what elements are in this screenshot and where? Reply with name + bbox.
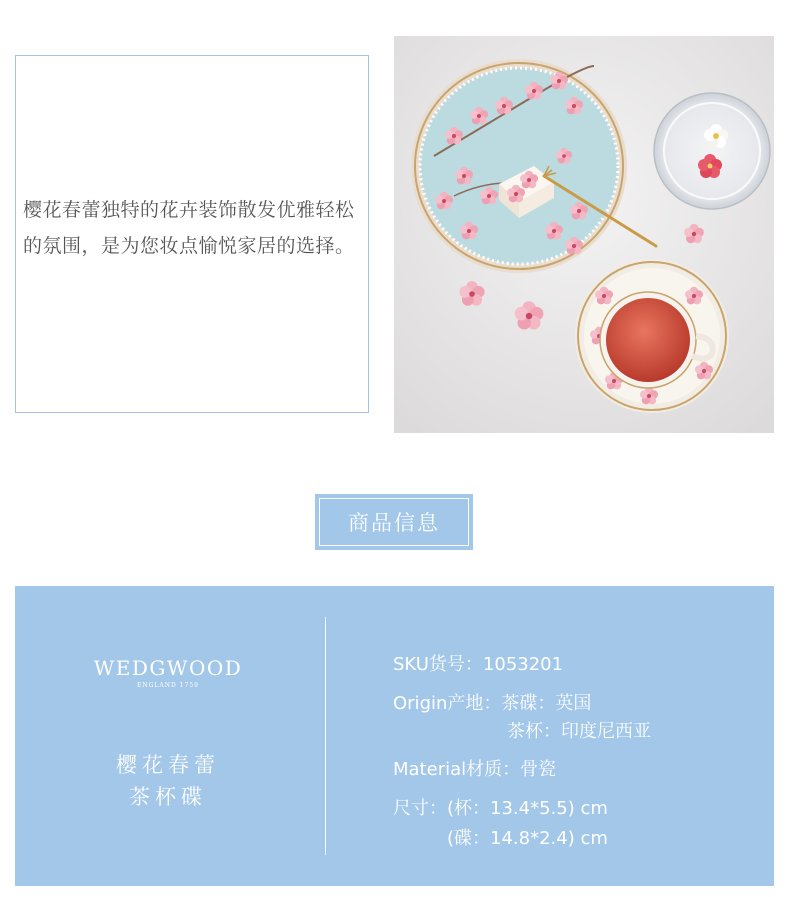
spec-size-line1: 尺寸：(杯：13.4*5.5) cm	[393, 798, 608, 819]
product-photo	[394, 36, 774, 433]
section-title: 商品信息	[319, 498, 469, 546]
spec-material: Material材质：骨瓷	[393, 759, 557, 780]
spec-sku: SKU货号：1053201	[393, 654, 564, 675]
spec-origin-line1: Origin产地：茶碟：英国	[393, 693, 592, 714]
brand-subtitle: ENGLAND 1759	[137, 682, 199, 689]
product-info-panel	[15, 586, 774, 886]
brand-logo: WEDGWOOD	[93, 656, 243, 680]
panel-divider	[325, 617, 326, 855]
product-name-line2: 茶杯碟	[129, 785, 207, 809]
spec-size-line2: (碟：14.8*2.4) cm	[447, 828, 608, 849]
product-name-line1: 樱花春蕾	[116, 753, 220, 777]
spec-origin-line2: 茶杯：印度尼西亚	[507, 721, 651, 742]
section-title-box	[315, 494, 473, 550]
description-box	[15, 55, 369, 413]
description-text: 樱花春蕾独特的花卉装饰散发优雅轻松的氛围，是为您妆点愉悦家居的选择。	[23, 199, 355, 257]
